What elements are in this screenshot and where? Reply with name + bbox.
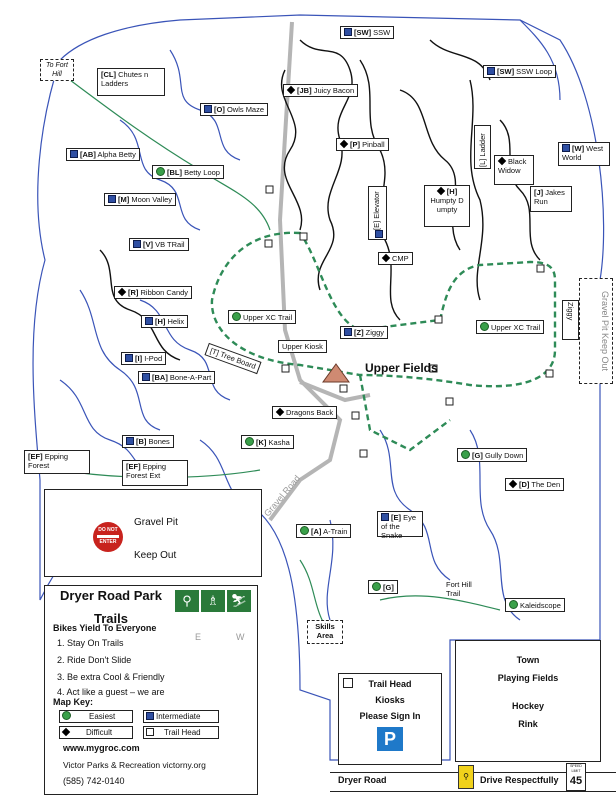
- easiest-icon: [509, 600, 518, 609]
- kiosk-marker: [343, 678, 353, 688]
- difficult-icon: [382, 254, 390, 262]
- trail-black-widow[interactable]: [494, 155, 534, 185]
- trail-betty-loop[interactable]: [152, 165, 224, 179]
- code: [I]: [135, 354, 143, 363]
- trail-owls-maze[interactable]: [200, 103, 268, 116]
- parking-sign: P: [377, 727, 403, 751]
- name: West World: [562, 144, 604, 162]
- code: [H]: [446, 187, 458, 196]
- kiosk-line3: Please Sign In: [359, 711, 421, 721]
- intermediate-icon: [70, 150, 78, 158]
- easiest-icon: [62, 711, 71, 720]
- name: Kaleidscope: [520, 601, 561, 610]
- name: Ribbon Candy: [140, 288, 189, 297]
- trail-upper-xc-2[interactable]: [476, 320, 544, 334]
- trail-ssw[interactable]: [340, 26, 394, 39]
- skills-area-label: Skills Area: [307, 620, 343, 644]
- trail-ladder[interactable]: [L] Ladder: [474, 125, 491, 169]
- name: Betty Loop: [184, 168, 220, 177]
- difficult-icon: [287, 86, 295, 94]
- difficult-icon: [276, 408, 284, 416]
- name: Kasha: [268, 438, 290, 447]
- sign-bottom: ENTER: [99, 539, 117, 545]
- town-line1: Town: [516, 655, 540, 665]
- code: [D]: [519, 480, 530, 489]
- code: [CL]: [101, 70, 116, 79]
- trail-ssw-loop[interactable]: [483, 65, 556, 78]
- name: Upper XC Trail: [491, 323, 541, 332]
- trail-ziggy[interactable]: [340, 326, 388, 339]
- intermediate-icon: [487, 67, 495, 75]
- gravel-pit-panel: [44, 489, 262, 577]
- trail-epping-forest-ext[interactable]: [122, 460, 188, 486]
- intermediate-icon: [375, 230, 383, 238]
- trail-g[interactable]: [368, 580, 398, 594]
- town-line2: Playing Fields: [497, 673, 559, 683]
- intermediate-icon: [125, 354, 133, 362]
- name: Epping Forest: [28, 452, 69, 470]
- name: Gully Down: [484, 451, 524, 460]
- trail-elevator[interactable]: [368, 186, 387, 240]
- name: SSW: [373, 28, 391, 37]
- difficult-icon: [340, 140, 348, 148]
- name: Epping Forest Ext: [126, 462, 167, 480]
- upper-kiosk-icon: [323, 364, 349, 382]
- name: [E] Elevator: [372, 191, 381, 230]
- name: Dragons Back: [286, 408, 334, 417]
- trail-kasha[interactable]: [241, 435, 294, 449]
- code: [G]: [472, 451, 483, 460]
- name: Ziggy: [365, 328, 385, 337]
- intermediate-icon: [204, 105, 212, 113]
- trail-ziggy-side[interactable]: Ziggy: [562, 300, 579, 340]
- trail-tree-board[interactable]: [T] Tree Board: [204, 343, 261, 374]
- legend-org: Victor Parks & Recreation victorny.org: [63, 760, 206, 770]
- code: [E]: [391, 513, 401, 522]
- road-name: Dryer Road: [338, 775, 387, 785]
- code: [J]: [534, 188, 544, 197]
- trail-cmp[interactable]: [378, 252, 413, 265]
- speed-limit-sign: [566, 763, 586, 791]
- name: Upper XC Trail: [243, 313, 293, 322]
- intermediate-icon: [142, 373, 150, 381]
- trail-chutes-n-ladders[interactable]: [97, 68, 165, 96]
- trail-i-pod[interactable]: [121, 352, 166, 365]
- trail-juicy-bacon[interactable]: [283, 84, 358, 97]
- code: [Z]: [354, 328, 364, 337]
- trail-a-train[interactable]: [296, 524, 351, 538]
- trail-the-den[interactable]: [505, 478, 564, 491]
- drive-respectfully: Drive Respectfully: [480, 775, 559, 785]
- trail-alpha-betty[interactable]: [66, 148, 140, 161]
- difficult-icon: [62, 728, 70, 736]
- to-fort-hill-label: To Fort Hill: [40, 59, 74, 81]
- trailhead-kiosk-panel: [338, 673, 442, 765]
- name: Moon Valley: [131, 195, 173, 204]
- easiest-icon: [300, 526, 309, 535]
- kiosk-line1: Trail Head: [368, 679, 412, 689]
- upper-kiosk-label: Upper Kiosk: [278, 340, 327, 353]
- name: Alpha Betty: [97, 150, 136, 159]
- code: [EF]: [28, 452, 43, 461]
- trail-bone-a-part[interactable]: [138, 371, 215, 384]
- code: [JB]: [297, 86, 312, 95]
- easiest-icon: [232, 312, 241, 321]
- name: Bones: [148, 437, 170, 446]
- code: [H]: [155, 317, 166, 326]
- trail-dragons-back[interactable]: [272, 406, 337, 419]
- trail-moon-valley[interactable]: [104, 193, 176, 206]
- name: Humpty D umpty: [430, 196, 464, 214]
- legend-phone: (585) 742-0140: [63, 776, 125, 786]
- legend-subtitle: Bikes Yield To Everyone: [53, 623, 157, 633]
- code: [A]: [311, 527, 322, 536]
- intermediate-icon: [562, 144, 570, 152]
- code: [G]: [383, 583, 394, 592]
- kiosk-line2: Kiosks: [375, 695, 405, 705]
- trail-ribbon-candy[interactable]: [114, 286, 192, 299]
- legend-rule-4: 4. Act like a guest – we are: [57, 687, 165, 697]
- gravel-pit-line1: Gravel Pit: [134, 517, 178, 528]
- legend-title-2: Trails: [94, 611, 128, 626]
- dryer-road: [330, 764, 616, 792]
- name: CMP: [392, 254, 409, 263]
- compass-w-label: W: [236, 632, 245, 642]
- code: [BL]: [167, 168, 182, 177]
- code: [V]: [143, 240, 153, 249]
- name: Black Widow: [498, 157, 527, 175]
- activity-icons: [175, 590, 251, 612]
- trail-pinball[interactable]: [336, 138, 389, 151]
- intermediate-icon: [344, 328, 352, 336]
- trail-fort-hill[interactable]: [443, 579, 487, 603]
- town-line4: Rink: [518, 719, 538, 729]
- trail-gully-down[interactable]: [457, 448, 527, 462]
- code: [O]: [214, 105, 225, 114]
- trail-jakes-run[interactable]: [530, 186, 572, 212]
- legend-rule-3: 3. Be extra Cool & Friendly: [57, 672, 165, 682]
- difficult-icon: [509, 480, 517, 488]
- bike-icon: ⚲: [175, 590, 199, 612]
- intermediate-icon: [381, 513, 389, 521]
- ski-icon: ⛷: [227, 590, 251, 612]
- code: [EF]: [126, 462, 141, 471]
- label: Intermediate: [156, 712, 201, 721]
- code: [K]: [256, 438, 267, 447]
- trail-eye-of-the-snake[interactable]: [377, 511, 423, 540]
- name: Owls Maze: [226, 105, 265, 114]
- legend-url[interactable]: www.mygroc.com: [63, 743, 140, 753]
- code: [W]: [572, 144, 585, 153]
- name: VB TRail: [155, 240, 185, 249]
- code: [AB]: [80, 150, 96, 159]
- name: Bone-A-Part: [169, 373, 212, 382]
- upper-fields-label: Upper Fields: [365, 361, 438, 375]
- intermediate-icon: [126, 437, 134, 445]
- hiker-icon: ♗: [201, 590, 225, 612]
- trail-epping-forest[interactable]: [24, 450, 90, 474]
- town-line3: Hockey: [511, 701, 545, 711]
- code: [SW]: [497, 67, 515, 76]
- cyclist-sign-icon: ⚲: [458, 765, 474, 789]
- code: [M]: [118, 195, 130, 204]
- label: Easiest: [89, 712, 116, 721]
- town-fields-panel: [455, 640, 601, 762]
- trail-kaleidscope[interactable]: [505, 598, 565, 612]
- label: Trail Head: [164, 728, 201, 737]
- gravel-pit-keep-out-side: Gravel Pit Keep Out: [579, 278, 613, 384]
- code: [P]: [350, 140, 360, 149]
- intermediate-icon: [145, 317, 153, 325]
- trail-helix[interactable]: [141, 315, 188, 328]
- speed-top: SPEED LIMIT: [570, 764, 582, 773]
- key-trailhead: [143, 726, 219, 739]
- difficult-icon: [498, 157, 506, 165]
- code: [SW]: [354, 28, 372, 37]
- trail-bones[interactable]: [122, 435, 174, 448]
- code: [R]: [128, 288, 139, 297]
- trail-west-world[interactable]: [558, 142, 610, 166]
- easiest-icon: [156, 167, 165, 176]
- code: [B]: [136, 437, 147, 446]
- legend-rule-2: 2. Ride Don't Slide: [57, 655, 132, 665]
- easiest-icon: [480, 322, 489, 331]
- intermediate-icon: [344, 28, 352, 36]
- do-not-enter-sign: [93, 522, 123, 552]
- name: The Den: [531, 480, 561, 489]
- name: Jakes Run: [534, 188, 565, 206]
- compass-e-label: E: [195, 632, 202, 642]
- name: Eye of the Snake: [381, 513, 417, 540]
- sign-top: DO NOT: [98, 527, 118, 533]
- legend-rule-1: 1. Stay On Trails: [57, 638, 124, 648]
- name: I-Pod: [144, 354, 163, 363]
- name: SSW Loop: [516, 67, 553, 76]
- intermediate-icon: [108, 195, 116, 203]
- key-difficult: [59, 726, 133, 739]
- legend-panel: [44, 585, 258, 795]
- easiest-icon: [245, 437, 254, 446]
- speed-value: 45: [569, 775, 583, 787]
- name: Fort Hill Trail: [446, 580, 472, 598]
- code: [BA]: [152, 373, 168, 382]
- intermediate-icon: [146, 712, 154, 720]
- trail-vb-trail[interactable]: [129, 238, 189, 251]
- label: Difficult: [86, 728, 113, 737]
- key-easiest: [59, 710, 133, 723]
- name: Juicy Bacon: [313, 86, 355, 95]
- trail-humpty-dumpty[interactable]: [424, 185, 470, 227]
- intermediate-icon: [133, 240, 141, 248]
- key-intermediate: [143, 710, 219, 723]
- name: Pinball: [362, 140, 385, 149]
- legend-title-bar: [51, 588, 171, 626]
- legend-title-1: Dryer Road Park: [60, 588, 162, 603]
- difficult-icon: [437, 187, 445, 195]
- map-key-title: Map Key:: [53, 697, 94, 707]
- name: Helix: [167, 317, 185, 326]
- easiest-icon: [461, 450, 470, 459]
- difficult-icon: [118, 288, 126, 296]
- trailhead-icon: [146, 728, 154, 736]
- gravel-pit-line2: Keep Out: [134, 550, 177, 561]
- trail-upper-xc-1[interactable]: [228, 310, 296, 324]
- name: A-Train: [323, 527, 348, 536]
- easiest-icon: [372, 582, 381, 591]
- gravel-road-label: Gravel Road: [262, 473, 303, 519]
- name: Chutes n Ladders: [101, 70, 149, 88]
